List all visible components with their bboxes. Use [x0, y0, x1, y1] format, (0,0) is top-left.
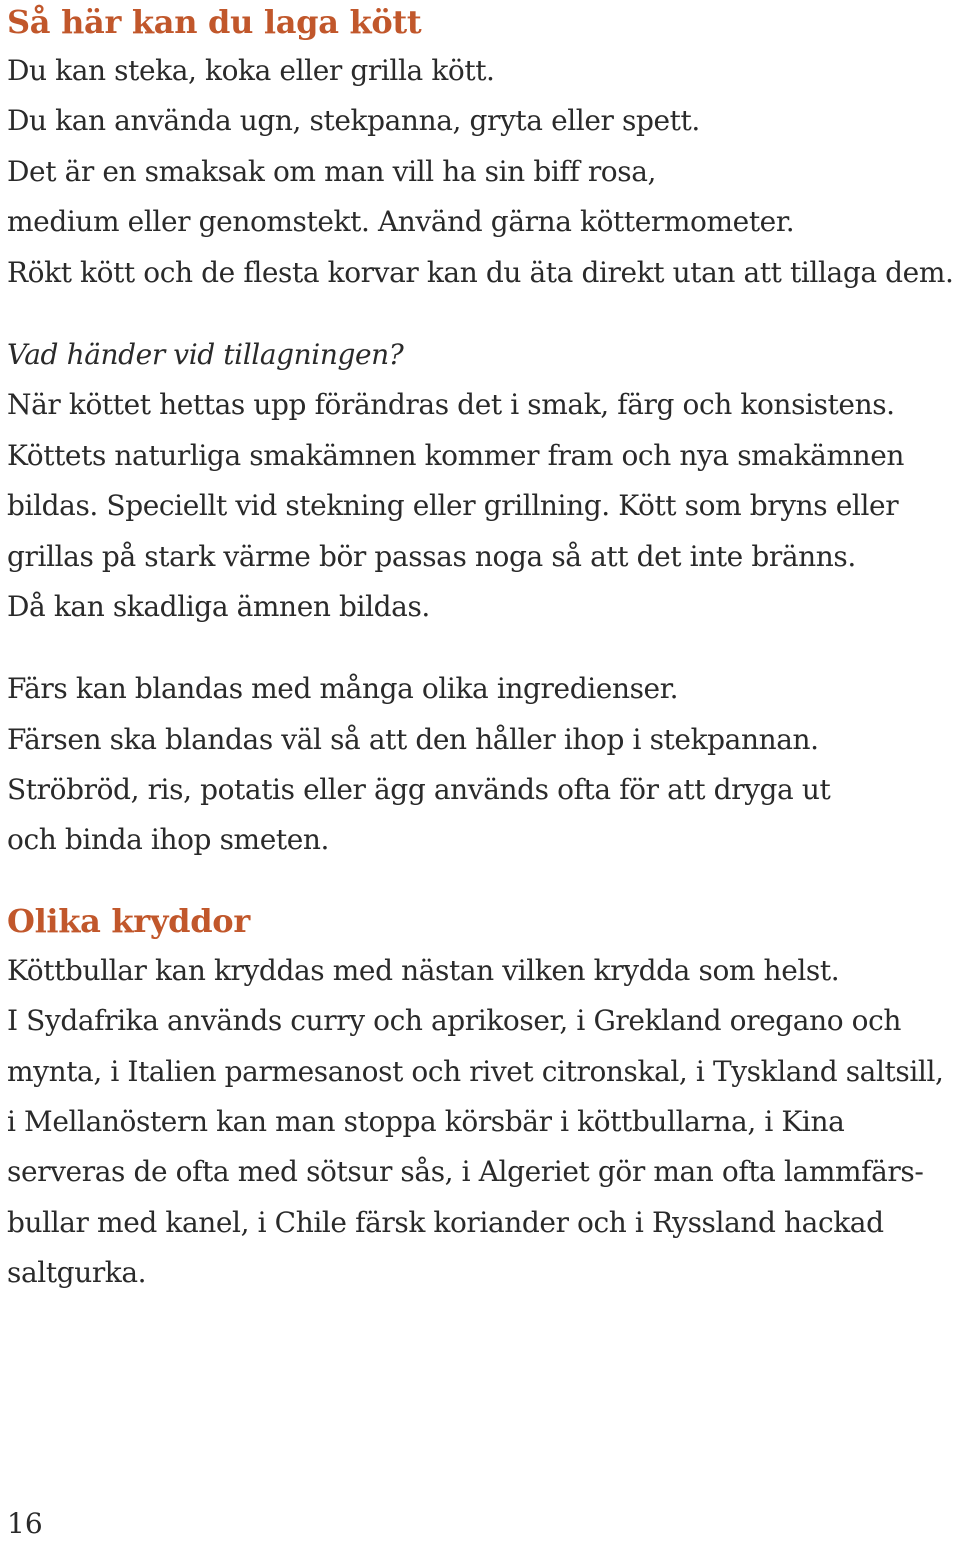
text-line: mynta, i Italien parmesanost och rivet citronskal, i Tyskland saltsill,: [7, 1054, 944, 1088]
text-line: Då kan skadliga ämnen bildas.: [7, 589, 430, 623]
document-page: [7, 0, 953, 1299]
section-heading-spices: Olika kryddor: [7, 901, 250, 940]
section-spacer: [7, 866, 953, 896]
text-line: bullar med kanel, i Chile färsk koriander och i Ryssland hackad: [7, 1205, 884, 1239]
text-line: bildas. Speciellt vid stekning eller grillning. Kött som bryns eller: [7, 489, 899, 523]
text-line: grillas på stark värme bör passas noga så att det inte bränns.: [7, 539, 856, 573]
page-number: 16: [7, 1507, 43, 1540]
text-line: Köttbullar kan kryddas med nästan vilken krydda som helst.: [7, 953, 840, 987]
text-line: Köttets naturliga smakämnen kommer fram och nya smakämnen: [7, 438, 905, 472]
text-line: Det är en smaksak om man vill ha sin biff rosa,: [7, 154, 657, 188]
text-line: i Mellanöstern kan man stoppa körsbär i köttbullarna, i Kina: [7, 1105, 845, 1139]
text-line: och binda ihop smeten.: [7, 823, 330, 857]
paragraph-spacer: [7, 632, 953, 664]
subheading-question: Vad händer vid tillagningen?: [7, 337, 404, 371]
text-line: serveras de ofta med sötsur sås, i Algeriet gör man ofta lammfärs-: [7, 1155, 924, 1189]
section-heading-cooking: Så här kan du laga kött: [7, 3, 422, 41]
text-line: I Sydafrika används curry och aprikoser, i Grekland oregano och: [7, 1004, 902, 1038]
paragraph-minced-meat: [7, 664, 953, 866]
text-line: Rökt kött och de flesta korvar kan du äta direkt utan att tillaga dem.: [7, 255, 954, 289]
paragraph-spices: [7, 946, 953, 1299]
text-line: saltgurka.: [7, 1256, 147, 1290]
paragraph-spacer: [7, 298, 953, 330]
text-line: Ströbröd, ris, potatis eller ägg används ofta för att dryga ut: [7, 773, 831, 807]
text-line: Du kan använda ugn, stekpanna, gryta eller spett.: [7, 104, 700, 138]
text-line: Färs kan blandas med många olika ingredienser.: [7, 672, 679, 706]
text-line: När köttet hettas upp förändras det i smak, färg och konsistens.: [7, 388, 895, 422]
paragraph-cooking-methods: [7, 46, 953, 298]
text-line: Färsen ska blandas väl så att den håller ihop i stekpannan.: [7, 722, 819, 756]
text-line: Du kan steka, koka eller grilla kött.: [7, 54, 495, 87]
text-line: medium eller genomstekt. Använd gärna köttermometer.: [7, 205, 795, 239]
paragraph-cooking-process: [7, 330, 953, 632]
